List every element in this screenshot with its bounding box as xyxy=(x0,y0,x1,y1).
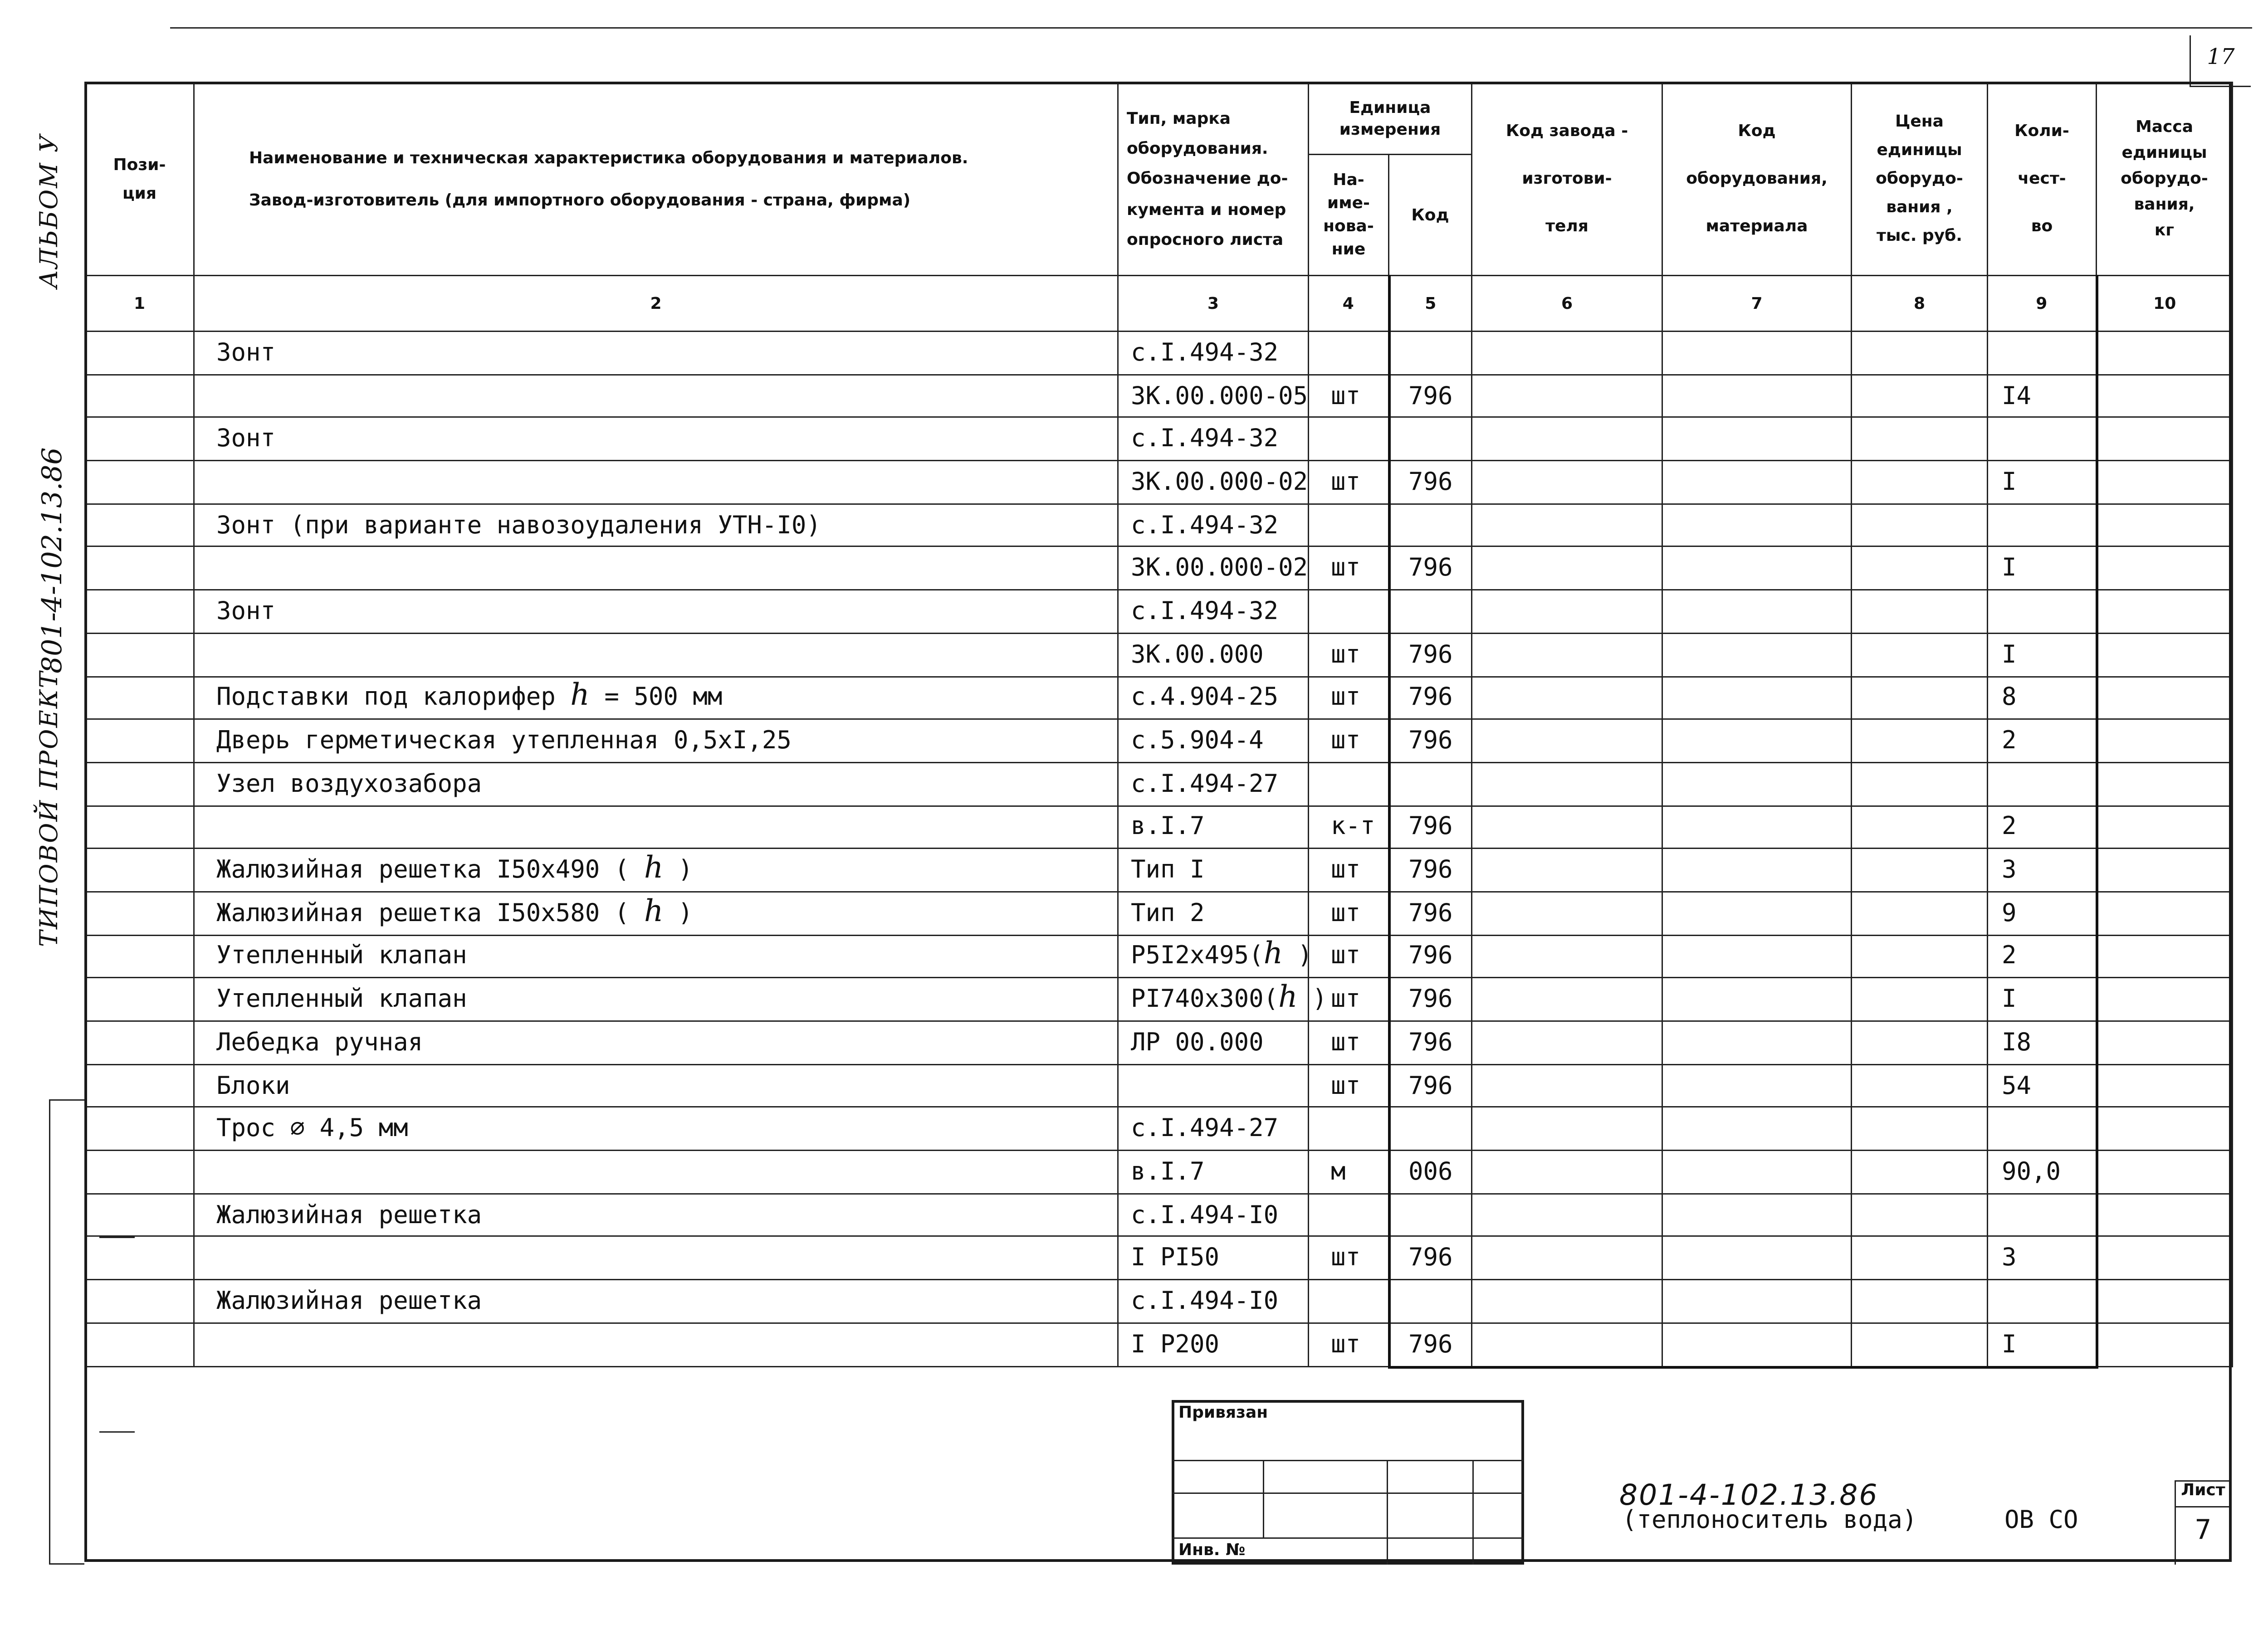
name-text: Дверь герметическая утепленная 0,5хI,25 xyxy=(216,727,792,756)
quantity-cell: 9 xyxy=(1988,892,2097,935)
name-text: Узел воздухозабора xyxy=(216,770,482,799)
name-text: Зонт xyxy=(216,338,276,367)
doc-text: с.I.494-27 xyxy=(1131,1114,1279,1143)
column-number: 5 xyxy=(1389,276,1472,332)
unit-name-cell: шт xyxy=(1309,547,1389,590)
quantity-cell: 90,0 xyxy=(1988,1151,2097,1194)
column-number: 10 xyxy=(2097,276,2233,332)
doc-text: ЛР 00.000 xyxy=(1131,1028,1264,1057)
unit-code-cell: 796 xyxy=(1389,461,1472,504)
quantity-cell: 3 xyxy=(1988,849,2097,892)
quantity-cell: 3 xyxy=(1988,1237,2097,1280)
unit-name-cell: шт xyxy=(1309,1064,1389,1107)
doc-text: с.I.494-I0 xyxy=(1131,1287,1279,1316)
doc-text: с.I.494-32 xyxy=(1131,424,1279,454)
name-tail: ) xyxy=(678,856,693,885)
quantity-cell: 2 xyxy=(1988,935,2097,978)
name-text: Блоки xyxy=(216,1071,290,1100)
doc-text: Р5I2х495( xyxy=(1131,942,1264,971)
page-number: 17 xyxy=(2190,35,2251,87)
name-text: Зонт xyxy=(216,424,276,454)
top-rule xyxy=(170,27,2252,29)
doc-text: ЗК.00.000-02 xyxy=(1131,468,1308,497)
unit-name-cell: м xyxy=(1309,1151,1389,1194)
height-symbol: h xyxy=(570,679,590,714)
header-quantity: Коли- чест- во xyxy=(1988,83,2097,276)
header-unit-name: На- име- нова- ние xyxy=(1309,155,1389,276)
doc-text: в.I.7 xyxy=(1131,813,1205,842)
doc-text: с.I.494-27 xyxy=(1131,770,1279,799)
unit-code-cell: 796 xyxy=(1389,547,1472,590)
unit-name-cell: шт xyxy=(1309,935,1389,978)
unit-code-cell: 796 xyxy=(1389,892,1472,935)
doc-text: ЗК.00.000 xyxy=(1131,640,1264,669)
quantity-cell: I xyxy=(1988,978,2097,1021)
inv-number-label: Инв. № xyxy=(1178,1540,1246,1559)
unit-name-cell: шт xyxy=(1309,1323,1389,1367)
doc-tail: ) xyxy=(1297,942,1313,971)
name-text: Трос ∅ 4,5 мм xyxy=(216,1114,408,1143)
header-unit-group: Единица измерения xyxy=(1309,83,1472,155)
quantity-cell: 8 xyxy=(1988,676,2097,719)
header-name-line1: Наименование и техническая характеристика оборудования и материалов. xyxy=(249,147,968,167)
doc-text: Тип I xyxy=(1131,856,1205,885)
doc-text: РI740х300( xyxy=(1131,985,1279,1014)
quantity-cell: 54 xyxy=(1988,1064,2097,1107)
column-number: 1 xyxy=(85,276,194,332)
name-text: Лебедка ручная xyxy=(216,1028,423,1057)
doc-text: в.I.7 xyxy=(1131,1157,1205,1186)
page-frame xyxy=(84,82,2232,1562)
unit-name-cell: шт xyxy=(1309,849,1389,892)
unit-name-cell: шт xyxy=(1309,1021,1389,1064)
name-text: Подставки под калорифер xyxy=(216,683,556,712)
unit-code-cell: 796 xyxy=(1389,676,1472,719)
doc-text: с.I.494-32 xyxy=(1131,511,1279,540)
column-number: 2 xyxy=(194,276,1118,332)
doc-text: с.5.904-4 xyxy=(1131,727,1264,756)
header-mass: Масса единицы оборудо- вания, кг xyxy=(2097,83,2233,276)
quantity-cell: I xyxy=(1988,1323,2097,1367)
height-symbol: h xyxy=(644,852,664,886)
quantity-cell: 2 xyxy=(1988,805,2097,849)
margin-box xyxy=(49,1099,84,1565)
header-factory-code: Код завода - изготови- теля xyxy=(1472,83,1662,276)
quantity-cell: I xyxy=(1988,547,2097,590)
document-mark: ОВ СО xyxy=(2004,1506,2078,1535)
doc-text: I РI50 xyxy=(1131,1244,1220,1273)
unit-code-cell: 796 xyxy=(1389,1021,1472,1064)
unit-name-cell: шт xyxy=(1309,633,1389,676)
unit-name-cell: к-т xyxy=(1309,805,1389,849)
quantity-cell: I4 xyxy=(1988,375,2097,418)
doc-text: с.I.494-32 xyxy=(1131,597,1279,626)
unit-name-cell: шт xyxy=(1309,719,1389,762)
column-number: 6 xyxy=(1472,276,1662,332)
header-position: Пози- ция xyxy=(85,83,194,276)
column-number: 3 xyxy=(1118,276,1309,332)
unit-code-cell: 796 xyxy=(1389,935,1472,978)
quantity-cell: I xyxy=(1988,633,2097,676)
unit-name-cell: шт xyxy=(1309,1237,1389,1280)
name-text: Жалюзийная решетка I50х490 ( xyxy=(216,856,630,885)
name-text: Зонт xyxy=(216,597,276,626)
quantity-cell: I8 xyxy=(1988,1021,2097,1064)
unit-code-cell: 796 xyxy=(1389,1323,1472,1367)
unit-name-cell: шт xyxy=(1309,375,1389,418)
column-number: 9 xyxy=(1988,276,2097,332)
height-symbol: h xyxy=(1278,981,1298,1015)
name-tail: ) xyxy=(678,899,693,928)
unit-name-cell: шт xyxy=(1309,892,1389,935)
header-name-line2: Завод-изготовитель (для импортного оборудования - страна, фирма) xyxy=(249,190,911,209)
unit-code-cell: 796 xyxy=(1389,633,1472,676)
name-tail: = 500 мм xyxy=(604,683,723,712)
unit-code-cell: 796 xyxy=(1389,719,1472,762)
doc-text: с.4.904-25 xyxy=(1131,683,1279,712)
name-text: Утепленный клапан xyxy=(216,942,467,971)
unit-name-cell: шт xyxy=(1309,461,1389,504)
unit-name-cell: шт xyxy=(1309,978,1389,1021)
document-subtitle: (теплоноситель вода) xyxy=(1622,1506,1917,1535)
unit-name-cell: шт xyxy=(1309,676,1389,719)
column-number: 8 xyxy=(1852,276,1988,332)
quantity-cell: I xyxy=(1988,461,2097,504)
doc-text: с.I.494-I0 xyxy=(1131,1200,1279,1229)
name-text: Зонт (при варианте навозоудаления УТН-I0) xyxy=(216,511,821,540)
sheet-label: Лист xyxy=(2181,1480,2225,1499)
album-label: АЛЬБОМ У xyxy=(35,133,64,288)
header-unit-code: Код xyxy=(1389,155,1472,276)
document-code: 801-4-102.13.86 xyxy=(1619,1479,1879,1512)
header-price: Цена единицы оборудо- вания , тыс. руб. xyxy=(1852,83,1988,276)
doc-text: I Р200 xyxy=(1131,1330,1220,1359)
doc-text: ЗК.00.000-05 xyxy=(1131,381,1308,410)
column-number: 7 xyxy=(1662,276,1852,332)
header-type: Тип, марка оборудования. Обозначение до- кумента и номер опросного листа xyxy=(1118,83,1309,276)
unit-code-cell: 796 xyxy=(1389,1237,1472,1280)
unit-code-cell: 796 xyxy=(1389,1064,1472,1107)
doc-text: ЗК.00.000-02 xyxy=(1131,554,1308,583)
quantity-cell: 2 xyxy=(1988,719,2097,762)
sheet-number: 7 xyxy=(2195,1513,2212,1546)
unit-code-cell: 796 xyxy=(1389,805,1472,849)
unit-code-cell: 796 xyxy=(1389,849,1472,892)
bound-label: Привязан xyxy=(1178,1403,1268,1422)
column-number: 4 xyxy=(1309,276,1389,332)
doc-tail: ) xyxy=(1312,985,1327,1014)
doc-text: с.I.494-32 xyxy=(1131,338,1279,367)
unit-code-cell: 796 xyxy=(1389,978,1472,1021)
name-text: Жалюзийная решетка I50х580 ( xyxy=(216,899,630,928)
project-type-label: ТИПОВОЙ ПРОЕКТ xyxy=(35,670,64,947)
name-text: Утепленный клапан xyxy=(216,985,467,1014)
height-symbol: h xyxy=(644,895,664,929)
name-text: Жалюзийная решетка xyxy=(216,1287,482,1316)
height-symbol: h xyxy=(1263,938,1283,972)
header-equipment-code: Код оборудования, материала xyxy=(1662,83,1852,276)
unit-code-cell: 006 xyxy=(1389,1151,1472,1194)
doc-text: Тип 2 xyxy=(1131,899,1205,928)
name-text: Жалюзийная решетка xyxy=(216,1200,482,1229)
unit-code-cell: 796 xyxy=(1389,375,1472,418)
project-code-label: 801-4-102.13.86 xyxy=(35,447,68,673)
